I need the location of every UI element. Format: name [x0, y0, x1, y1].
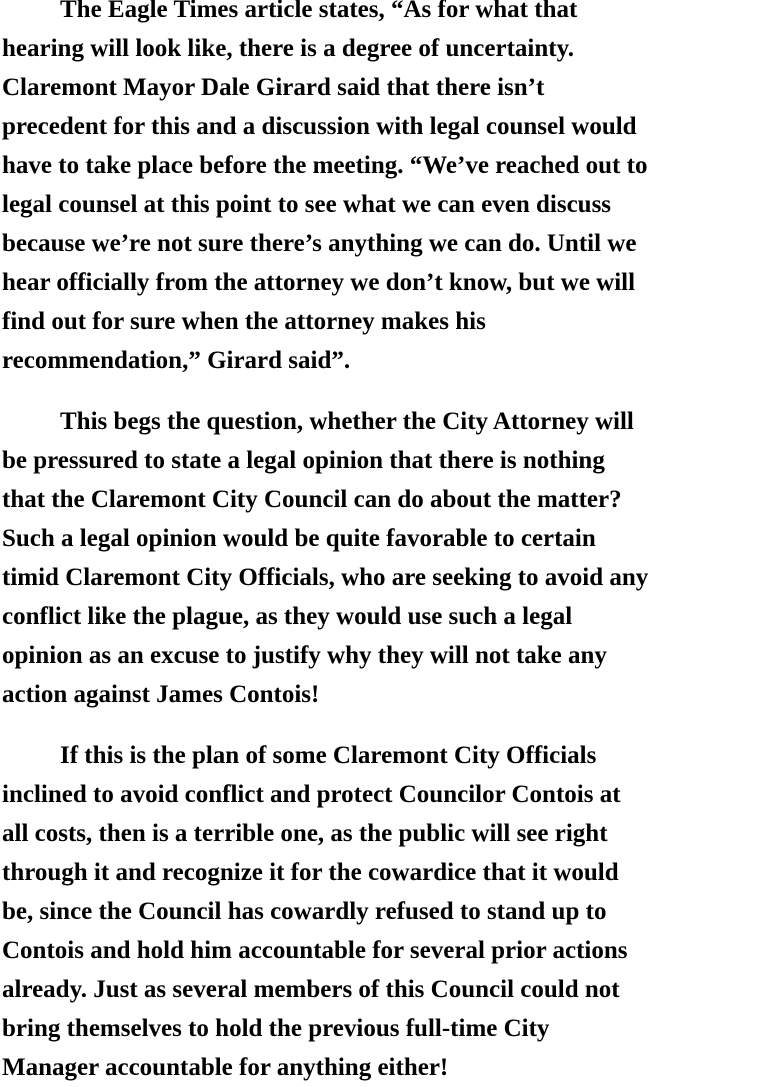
text-line: Manager accountable for anything either!	[2, 1054, 449, 1081]
text-line: conflict like the plague, as they would use such a legal	[2, 603, 573, 630]
text-line: bring themselves to hold the previous full-time City	[2, 1015, 550, 1042]
text-line: timid Claremont City Officials, who are seeking to avoid any	[2, 564, 649, 591]
text-line: The Eagle Times article states, “As for what that	[60, 0, 578, 23]
paragraph-1	[2, 0, 754, 380]
text-line: precedent for this and a discussion with legal counsel would	[2, 113, 637, 140]
text-line: hearing will look like, there is a degree of uncertainty.	[2, 35, 574, 62]
text-line: have to take place before the meeting. “We’ve reached out to	[2, 152, 648, 179]
text-line: be, since the Council has cowardly refused to stand up to	[2, 898, 607, 925]
paragraph-2	[2, 402, 754, 714]
text-line: opinion as an excuse to justify why they will not take any	[2, 642, 607, 669]
text-line: This begs the question, whether the City Attorney will	[60, 408, 634, 435]
text-line: be pressured to state a legal opinion that there is nothing	[2, 447, 605, 474]
text-line: all costs, then is a terrible one, as the public will see right	[2, 820, 608, 847]
text-line: Claremont Mayor Dale Girard said that there isn’t	[2, 74, 545, 101]
text-line: Contois and hold him accountable for several prior actions	[2, 937, 628, 964]
text-line: hear officially from the attorney we don’t know, but we will	[2, 269, 636, 296]
text-line: Such a legal opinion would be quite favorable to certain	[2, 525, 596, 552]
text-line: inclined to avoid conflict and protect Councilor Contois at	[2, 781, 621, 808]
text-line: because we’re not sure there’s anything we can do. Until we	[2, 230, 637, 257]
text-line: recommendation,” Girard said”.	[2, 347, 351, 374]
paragraph-3	[2, 736, 754, 1087]
text-line: action against James Contois!	[2, 681, 320, 708]
text-line: already. Just as several members of this Council could not	[2, 976, 620, 1003]
text-line: through it and recognize it for the cowardice that it would	[2, 859, 619, 886]
text-line: If this is the plan of some Claremont City Officials	[60, 742, 597, 769]
text-line: legal counsel at this point to see what we can even discuss	[2, 191, 612, 218]
text-line: that the Claremont City Council can do about the matter?	[2, 486, 622, 513]
text-line: find out for sure when the attorney makes his	[2, 308, 486, 335]
